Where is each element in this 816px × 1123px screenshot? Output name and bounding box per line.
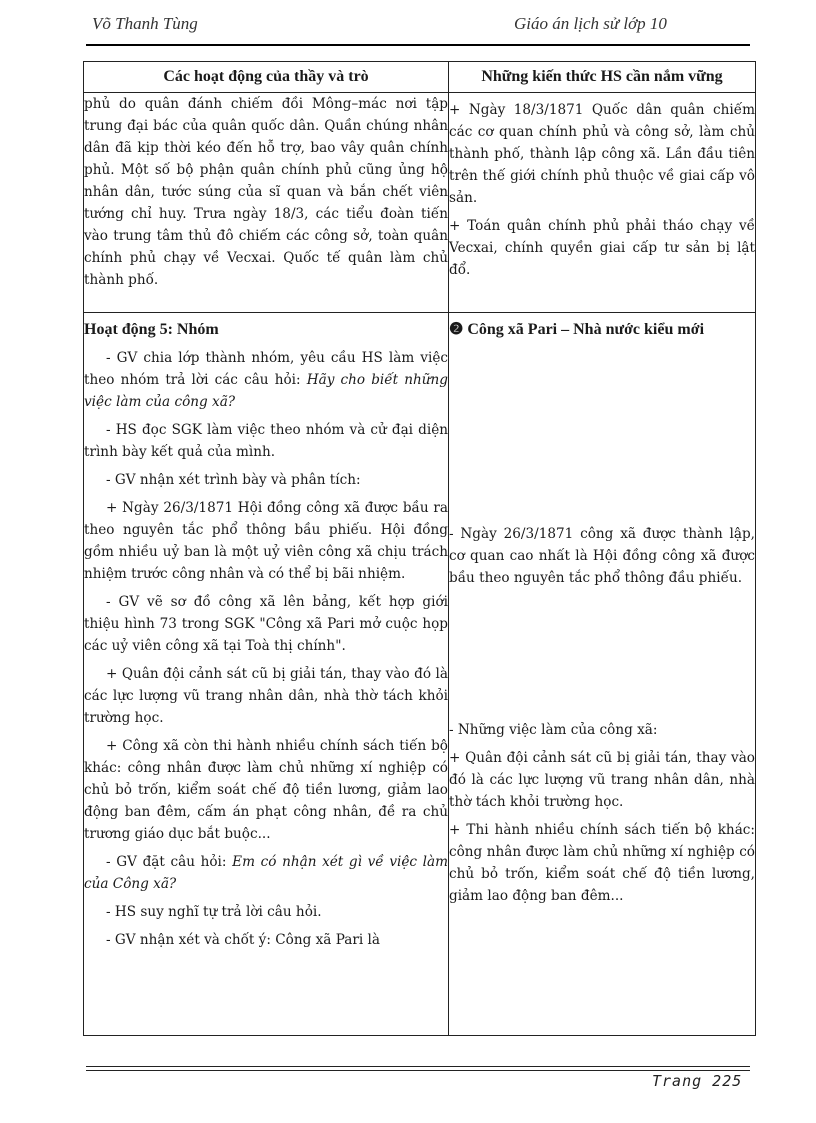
activity-text-7: + Công xã còn thi hành nhiều chính sách tiến bộ khác: công nhân được làm chủ những xí nghiệp có chủ bỏ trốn, kiểm soát chế độ tiền lương, giảm lao động ban đêm, cấm án phạt công nhân, đề ra chủ trương giáo dục bắt buộc... [84,738,448,842]
header-author: Võ Thanh Tùng [92,14,198,33]
row1-knowledge-text-1: + Ngày 18/3/1871 Quốc dân quân chiếm các cơ quan chính phủ và công sở, làm chủ thành phố, thành lập công xã. Lần đầu tiên trên thế giới chính phủ thuộc về giai cấp vô sản. [449,102,755,206]
activity-question-1: Hãy cho biết những việc làm của công xã? [84,372,448,410]
activity-text-6: + Quân đội cảnh sát cũ bị giải tán, thay vào đó là các lực lượng vũ trang nhân dân, nhà thờ tách khỏi trường học. [84,666,448,726]
activity-text-8 [84,851,448,895]
row1-knowledge-cell [449,93,756,313]
row1-activities-text: phủ do quân đánh chiếm đồi Mông–mác nơi tập trung đại bác của quân quốc dân. Quần chúng nhân dân đã kịp thời kéo đến hỗ trợ, bao vây quân chính phủ. Một số bộ phận quân chính phủ cũng ủng hộ nhân dân, tước súng của sĩ quan và bắn chết viên tướng chỉ huy. Trưa ngày 18/3, các tiểu đoàn tiến vào trung tâm thủ đô chiếm các công sở, toàn quân chính phủ chạy về Vecxai. Quốc tế quân làm chủ thành phố. [84,96,448,288]
activity-question-2: Em có nhận xét gì về việc làm của Công xã? [84,854,449,892]
activity-text-2: - HS đọc SGK làm việc theo nhóm và cử đại diện trình bày kết quả của mình. [84,422,448,460]
activity-text-1-main: - GV chia lớp thành nhóm, yêu cầu HS làm việc theo nhóm trả lời các câu hỏi: [84,350,448,388]
footer-rule-double [86,1070,750,1071]
knowledge-text-4: + Thi hành nhiều chính sách tiến bộ khác: công nhân được làm chủ những xí nghiệp có chủ bỏ trốn, kiểm soát chế độ tiền lương, giảm lao động ban đêm... [449,822,755,904]
activity-title: Hoạt động 5: Nhóm [84,321,219,338]
activity-text-3: - GV nhận xét trình bày và phân tích: [106,472,361,488]
knowledge-section-title: ❷ Công xã Pari – Nhà nước kiểu mới [449,321,705,338]
column-header-knowledge: Những kiến thức HS cần nắm vững [449,62,756,93]
footer-rule [86,1066,750,1067]
activity-text-10: - GV nhận xét và chốt ý: Công xã Pari là [106,932,380,948]
activity-text-9: - HS suy nghĩ tự trả lời câu hỏi. [106,904,322,920]
row2-activities-cell [84,313,449,1036]
activity-text-5: - GV vẽ sơ đồ công xã lên bảng, kết hợp giới thiệu hình 73 trong SGK "Công xã Pari mở cuộc họp các uỷ viên công xã tại Toà thị chính". [84,594,448,654]
knowledge-text-2: - Những việc làm của công xã: [449,722,658,738]
activity-text-4: + Ngày 26/3/1871 Hội đồng công xã được bầu ra theo nguyên tắc phổ thông bầu phiếu. Hội đồng gồm nhiều uỷ ban là một uỷ viên công xã chịu trách nhiệm trước công nhân và có thể bị bãi nhiệm. [84,500,448,582]
row1-activities-cell [84,93,449,313]
header-title: Giáo án lịch sử lớp 10 [514,14,667,33]
column-header-activities: Các hoạt động của thầy và trò [84,62,449,93]
table-row [84,313,756,1036]
row2-knowledge-cell [449,313,756,1036]
header-rule [86,44,750,46]
row1-knowledge-text-2: + Toán quân chính phủ phải tháo chạy về Vecxai, chính quyền giai cấp tư sản bị lật đổ. [449,218,755,278]
knowledge-text-3: + Quân đội cảnh sát cũ bị giải tán, thay vào đó là các lực lượng vũ trang nhân dân, nhà thờ tách khỏi trường học. [449,750,755,810]
table-row [84,93,756,313]
lesson-table [83,61,756,1036]
knowledge-text-1: - Ngày 26/3/1871 công xã được thành lập, cơ quan cao nhất là Hội đồng công xã được bầu theo nguyên tắc phổ thông đầu phiếu. [449,526,755,586]
activity-text-1 [84,347,448,413]
activity-text-8-main: - GV đặt câu hỏi: [106,854,233,870]
table-header-row [84,62,756,93]
page-number: Trang 225 [652,1072,743,1090]
